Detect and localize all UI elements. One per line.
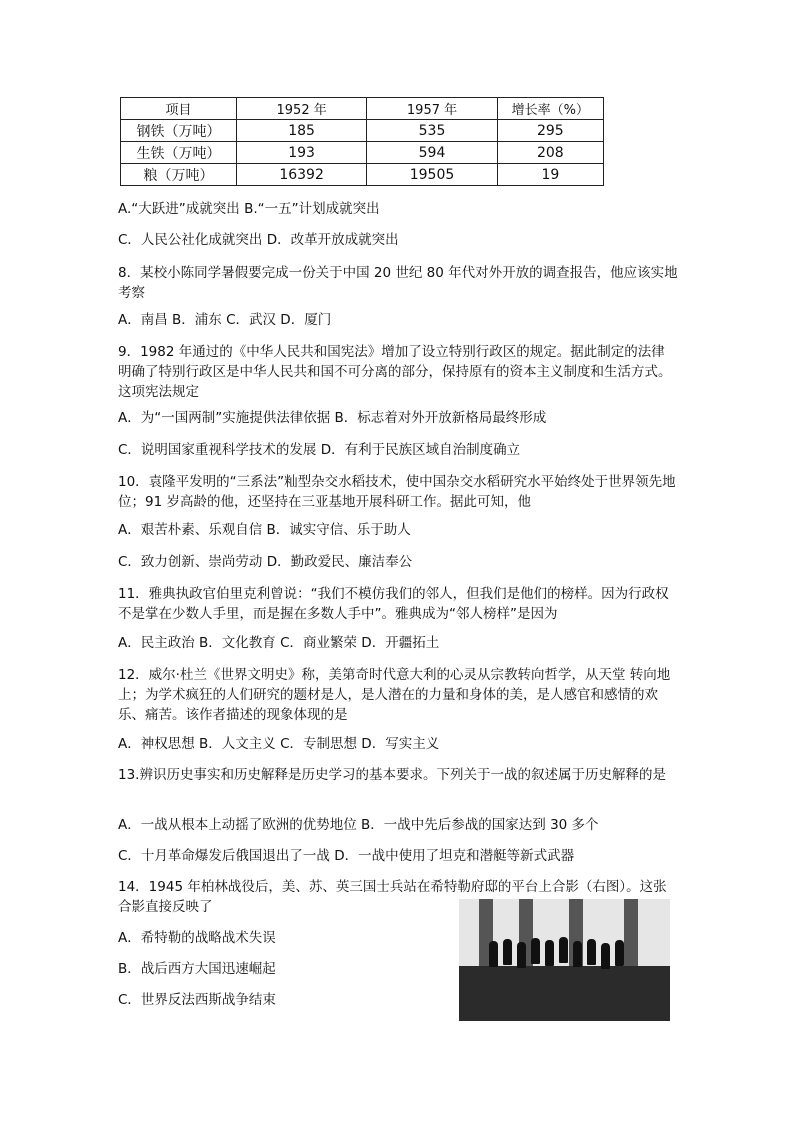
table-row: [121, 120, 604, 142]
table-cell: 粮（万吨）: [121, 164, 237, 186]
photo-soldier: [559, 937, 568, 963]
table-header-cell: 项目: [121, 98, 237, 120]
table-cell: 19: [497, 164, 603, 186]
photo-soldier: [517, 942, 526, 968]
q8-stem: 8．某校小陈同学暑假要完成一份关于中国 20 世纪 80 年代对外开放的调查报告，他应该实地考察: [118, 265, 678, 301]
q9-options-ab: A．为“一国两制”实施提供法律依据 B．标志着对外开放新格局最终形成: [118, 410, 547, 426]
table-cell: 295: [497, 120, 603, 142]
photo-pillar: [624, 899, 638, 972]
q13-options-cd: C．十月革命爆发后俄国退出了一战 D．一战中使用了坦克和潜艇等新式武器: [118, 848, 575, 864]
photo-soldier: [573, 941, 582, 967]
table-cell: 钢铁（万吨）: [121, 120, 237, 142]
photo-soldier: [587, 939, 596, 965]
q13-options-ab: A．一战从根本上动摇了欧洲的优势地位 B．一战中先后参战的国家达到 30 多个: [118, 817, 599, 833]
table-row: [121, 142, 604, 164]
q13-stem: 13.辨识历史事实和历史解释是历史学习的基本要求。下列关于一战的叙述属于历史解释的是: [118, 767, 666, 783]
q14-option-a: A．希特勒的战略战术失误: [118, 930, 276, 946]
table-cell: 208: [497, 142, 603, 164]
table-row: [121, 164, 604, 186]
q14-option-b: B．战后西方大国迅速崛起: [118, 961, 276, 977]
q9-stem: 9．1982 年通过的《中华人民共和国宪法》增加了设立特别行政区的规定。据此制定的法律明确了特别行政区是中华人民共和国不可分离的部分，保持原有的资本主义制度和生活方式。这项宪法规定: [118, 344, 672, 400]
table-cell: 185: [236, 120, 366, 142]
table-header-row: [121, 98, 604, 120]
production-table: [120, 97, 604, 186]
q10-options-cd: C．致力创新、崇尚劳动 D．勤政爱民、廉洁奉公: [118, 554, 413, 570]
q7-options-ab: A.“大跃进”成就突出 B.“一五”计划成就突出: [118, 201, 380, 217]
q8-options: A．南昌 B．浦东 C．武汉 D．厦门: [118, 312, 332, 328]
table-header-cell: 1952 年: [236, 98, 366, 120]
q11-options: A．民主政治 B．文化教育 C．商业繁荣 D．开疆拓土: [118, 635, 440, 651]
q14-option-c: C．世界反法西斯战争结束: [118, 992, 276, 1008]
q10-stem: 10．袁隆平发明的“三系法”籼型杂交水稻技术，使中国杂交水稻研究水平始终处于世界领先地位；91 岁高龄的他，还坚持在三亚基地开展科研工作。据此可知，他: [118, 474, 676, 510]
table-cell: 535: [367, 120, 497, 142]
table-cell: 生铁（万吨）: [121, 142, 237, 164]
table-cell: 193: [236, 142, 366, 164]
table-cell: 594: [367, 142, 497, 164]
photo-soldier: [489, 941, 498, 967]
table-header-cell: 增长率（%）: [497, 98, 603, 120]
q10-options-ab: A．艰苦朴素、乐观自信 B．诚实守信、乐于助人: [118, 522, 411, 538]
q11-stem: 11．雅典执政官伯里克利曾说：“我们不模仿我们的邻人，但我们是他们的榜样。因为行政权不是掌在少数人手里，而是握在多数人手中”。雅典成为“邻人榜样”是因为: [118, 586, 669, 622]
q12-options: A．神权思想 B．人文主义 C．专制思想 D．写实主义: [118, 736, 440, 752]
table-cell: 19505: [367, 164, 497, 186]
table-cell: 16392: [236, 164, 366, 186]
q14-stem: 14．1945 年柏林战役后，美、苏、英三国士兵站在希特勒府邸的平台上合影（右图）。这张合影直接反映了: [118, 879, 667, 915]
photo-soldier: [531, 938, 540, 964]
photo-terrace: [459, 966, 670, 1021]
berlin-soldiers-photo: [459, 899, 670, 1021]
photo-soldier: [503, 939, 512, 965]
photo-soldier: [545, 940, 554, 966]
photo-soldier: [601, 943, 610, 969]
q9-options-cd: C．说明国家重视科学技术的发展 D．有利于民族区域自治制度确立: [118, 442, 521, 458]
q7-options-cd: C．人民公社化成就突出 D．改革开放成就突出: [118, 232, 399, 248]
table-header-cell: 1957 年: [367, 98, 497, 120]
photo-soldier: [615, 940, 624, 966]
q12-stem: 12．威尔·杜兰《世界文明史》称，美第奇时代意大利的心灵从宗教转向哲学，从天堂 转向地上；为学术疯狂的人们研究的题材是人，是人潜在的力量和身体的美，是人感官和感情的欢乐、痛苦。该作者描述的现象体现的是: [118, 667, 671, 723]
